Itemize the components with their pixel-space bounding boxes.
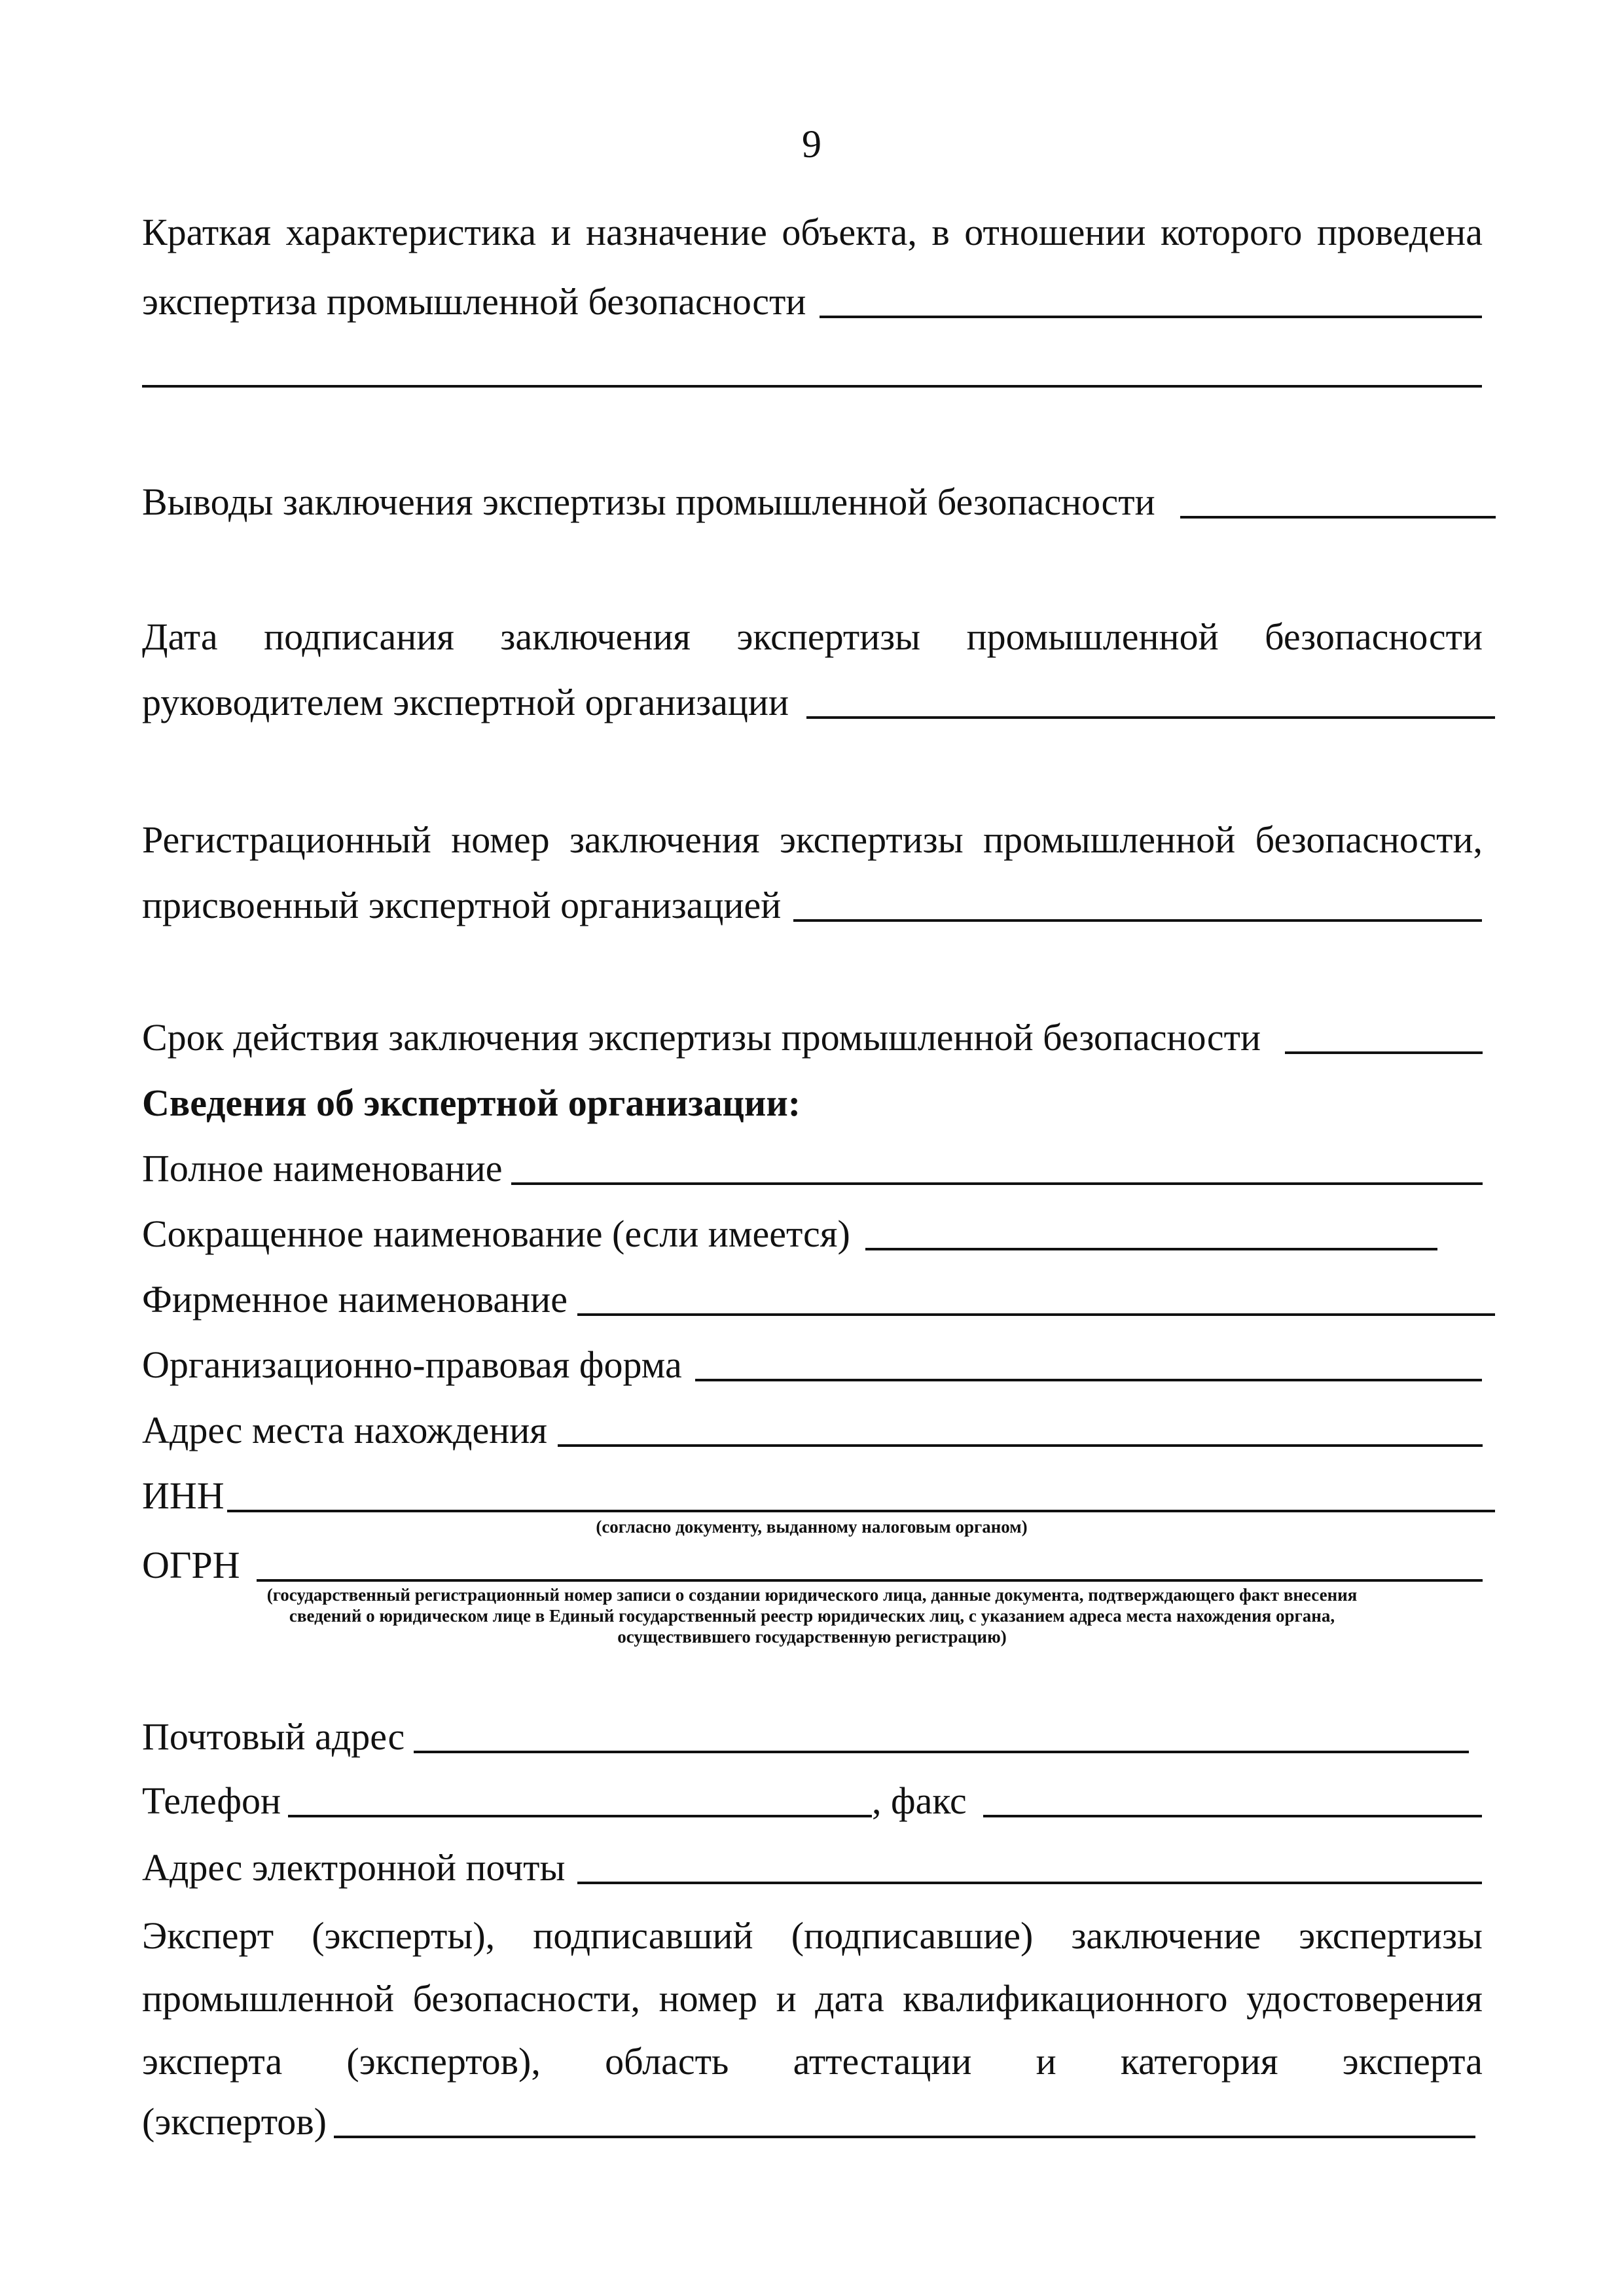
experts-line1: [142, 1913, 1483, 1959]
fax-label: , факс: [872, 1779, 967, 1822]
word: и: [1036, 2040, 1056, 2083]
ogrn-note-line3: осуществившего государственную регистрацию): [617, 1627, 1007, 1647]
experts-label: (экспертов): [142, 2100, 327, 2143]
word: дата: [815, 1977, 884, 2020]
word: (эксперты),: [312, 1914, 496, 1957]
word: экспертизы: [780, 818, 964, 861]
org-section-heading: Сведения об экспертной организации:: [142, 1082, 801, 1124]
word: объекта,: [782, 211, 917, 253]
full-name-label: Полное наименование: [142, 1147, 503, 1190]
word: характеристика: [285, 211, 536, 253]
email-label: Адрес электронной почты: [142, 1846, 566, 1889]
object-description-label: экспертиза промышленной безопасности: [142, 280, 806, 323]
word: и: [776, 1977, 797, 2020]
inn-note: (согласно документу, выданному налоговым органом): [596, 1517, 1028, 1537]
word: которого: [1160, 211, 1303, 253]
signing-date-line1: [142, 614, 1483, 660]
word: подписания: [264, 615, 454, 658]
word: безопасности,: [1255, 818, 1483, 861]
validity-label: Срок действия заключения экспертизы промышленной безопасности: [142, 1016, 1261, 1059]
ogrn-note-line1: (государственный регистрационный номер записи о создании юридического лица, данные документа, подтверждающего факт внесения: [266, 1585, 1358, 1605]
word: промышленной: [966, 615, 1219, 658]
ogrn-note-line2: сведений о юридическом лице в Единый государственный реестр юридических лиц, с указанием адреса места нахождения органа,: [289, 1606, 1335, 1626]
inn-field[interactable]: [227, 1510, 1495, 1512]
email-field[interactable]: [577, 1882, 1482, 1884]
inn-label: ИНН: [142, 1474, 225, 1517]
full-name-field[interactable]: [511, 1182, 1483, 1185]
registration-number-line1: [142, 817, 1483, 863]
address-label: Адрес места нахождения: [142, 1409, 547, 1451]
page-number: 9: [802, 122, 821, 166]
word: номер: [659, 1977, 757, 2020]
word: экспертизы: [1299, 1914, 1483, 1957]
word: заключения: [500, 615, 691, 658]
short-name-label: Сокращенное наименование (если имеется): [142, 1212, 850, 1255]
word: Эксперт: [142, 1914, 274, 1957]
object-description-line1: [142, 210, 1483, 255]
word: безопасности,: [412, 1977, 641, 2020]
fax-field[interactable]: [983, 1815, 1482, 1817]
word: заключение: [1071, 1914, 1261, 1957]
word: безопасности: [1265, 615, 1483, 658]
word: отношении: [964, 211, 1146, 253]
word: (подписавшие): [791, 1914, 1034, 1957]
word: эксперта: [1342, 2040, 1483, 2083]
word: Дата: [142, 615, 218, 658]
word: Регистрационный: [142, 818, 431, 861]
word: в: [931, 211, 950, 253]
legal-form-field[interactable]: [695, 1379, 1482, 1381]
word: (экспертов),: [346, 2040, 541, 2083]
postal-field[interactable]: [414, 1751, 1469, 1753]
conclusions-label: Выводы заключения экспертизы промышленной безопасности: [142, 481, 1155, 523]
experts-field[interactable]: [334, 2136, 1475, 2138]
word: промышленной: [142, 1977, 395, 2020]
phone-field[interactable]: [288, 1815, 872, 1817]
word: назначение: [585, 211, 767, 253]
word: удостоверения: [1246, 1977, 1483, 2020]
word: и: [550, 211, 571, 253]
word: Краткая: [142, 211, 271, 253]
word: область: [605, 2040, 729, 2083]
word: проведена: [1316, 211, 1483, 253]
ogrn-label: ОГРН: [142, 1544, 240, 1586]
postal-label: Почтовый адрес: [142, 1715, 405, 1758]
experts-line3: [142, 2039, 1483, 2085]
word: подписавший: [533, 1914, 753, 1957]
word: квалификационного: [903, 1977, 1228, 2020]
phone-label: Телефон: [142, 1779, 281, 1822]
word: категория: [1120, 2040, 1278, 2083]
brand-name-field[interactable]: [577, 1313, 1495, 1316]
legal-form-label: Организационно-правовая форма: [142, 1343, 682, 1386]
word: заключения: [569, 818, 760, 861]
validity-field[interactable]: [1285, 1051, 1483, 1054]
brand-name-label: Фирменное наименование: [142, 1278, 568, 1321]
word: экспертизы: [736, 615, 921, 658]
registration-number-label: присвоенный экспертной организацией: [142, 884, 782, 926]
conclusions-field[interactable]: [1180, 516, 1496, 519]
word: промышленной: [983, 818, 1236, 861]
signing-date-label: руководителем экспертной организации: [142, 681, 789, 723]
word: аттестации: [793, 2040, 972, 2083]
ogrn-field[interactable]: [257, 1579, 1483, 1582]
experts-line2: [142, 1976, 1483, 2022]
registration-number-field[interactable]: [793, 919, 1482, 922]
address-field[interactable]: [558, 1444, 1483, 1447]
word: номер: [451, 818, 550, 861]
signing-date-field[interactable]: [806, 716, 1495, 719]
object-description-field-2[interactable]: [142, 385, 1482, 388]
object-description-field[interactable]: [820, 316, 1482, 318]
short-name-field[interactable]: [865, 1248, 1437, 1250]
word: эксперта: [142, 2040, 283, 2083]
